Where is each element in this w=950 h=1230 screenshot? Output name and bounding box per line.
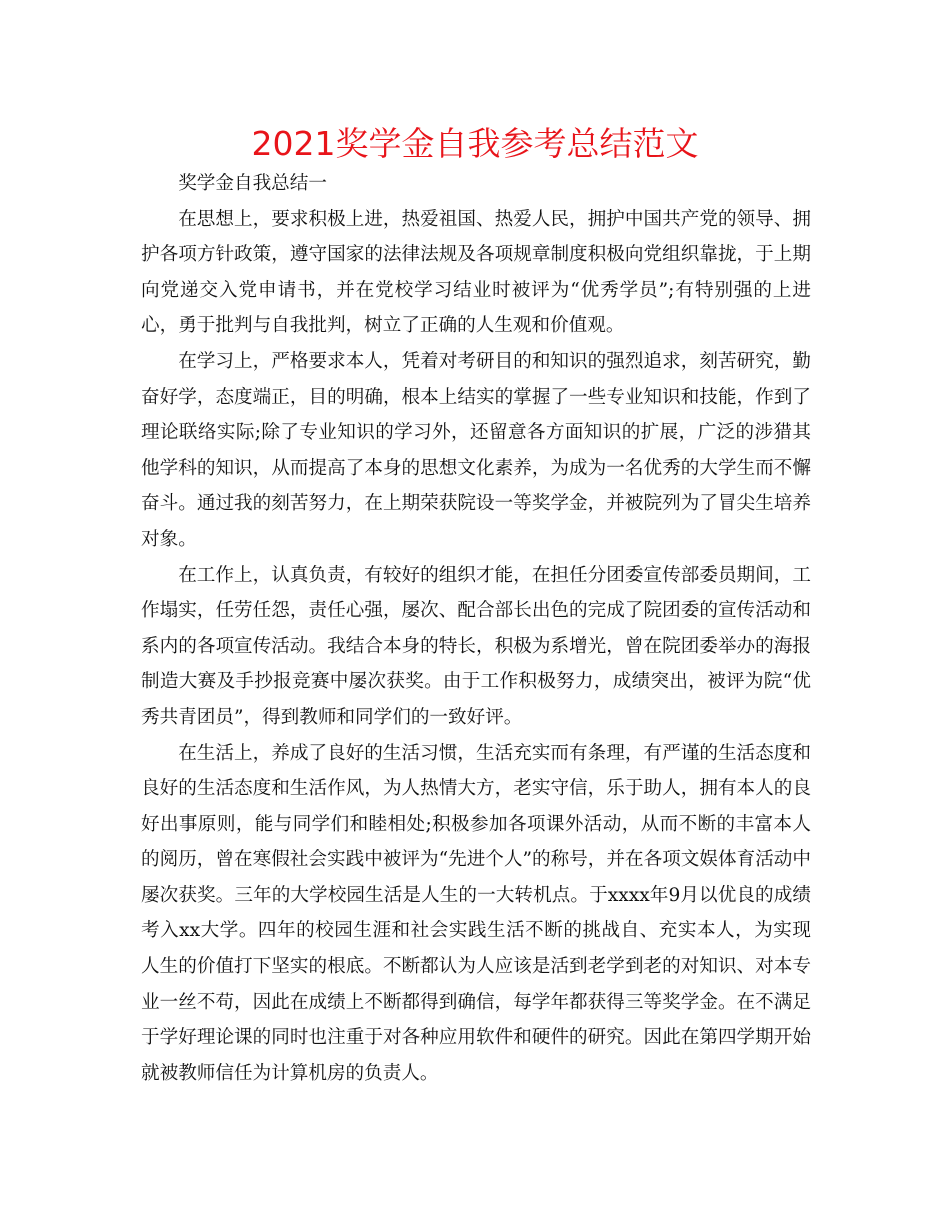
page-title: 2021奖学金自我参考总结范文	[251, 124, 699, 163]
paragraph-work: 在工作上，认真负责，有较好的组织才能，在担任分团委宣传部委员期间，工作塌实，任劳任怨，责任心强，屡次、配合部长出色的完成了院团委的宣传活动和系内的各项宣传活动。我结合本身的特长，积极为系增光，曾在院团委举办的海报制造大赛及手抄报竞赛中屡次获奖。由于工作积极努力，成绩突出，被评为院“优秀共青团员”，得到教师和同学们的一致好评。	[141, 564, 811, 728]
paragraph-ideology: 在思想上，要求积极上进，热爱祖国、热爱人民，拥护中国共产党的领导、拥护各项方针政策，遵守国家的法律法规及各项规章制度积极向党组织靠拢，于上期向党递交入党申请书，并在党校学习结业时被评为“优秀学员”;有特别强的上进心，勇于批判与自我批判，树立了正确的人生观和价值观。	[141, 208, 811, 337]
section-heading: 奖学金自我总结一	[178, 173, 327, 194]
document-body	[141, 166, 811, 1091]
paragraph-study: 在学习上，严格要求本人，凭着对考研目的和知识的强烈追求，刻苦研究，勤奋好学，态度端正，目的明确，根本上结实的掌握了一些专业知识和技能，作到了理论联络实际;除了专业知识的学习外，还留意各方面知识的扩展，广泛的涉猎其他学科的知识，从而提高了本身的思想文化素养，为成为一名优秀的大学生而不懈奋斗。通过我的刻苦努力，在上期荣获院设一等奖学金，并被院列为了冒尖生培养对象。	[141, 350, 811, 550]
paragraph-life: 在生活上，养成了良好的生活习惯，生活充实而有条理，有严谨的生活态度和良好的生活态度和生活作风，为人热情大方，老实守信，乐于助人，拥有本人的良好出事原则，能与同学们和睦相处;积极参加各项课外活动，从而不断的丰富本人的阅历，曾在寒假社会实践中被评为“先进个人”的称号，并在各项文娱体育活动中屡次获奖。三年的大学校园生活是人生的一大转机点。于xxxx年9月以优良的成绩考入xx大学。四年的校园生涯和社会实践生活不断的挑战自、充实本人，为实现人生的价值打下坚实的根底。不断都认为人应该是活到老学到老的对知识、对本专业一丝不苟，因此在成绩上不断都得到确信，每学年都获得三等奖学金。在不满足于学好理论课的同时也注重于对各种应用软件和硬件的研究。因此在第四学期开始就被教师信任为计算机房的负责人。	[141, 742, 811, 1084]
